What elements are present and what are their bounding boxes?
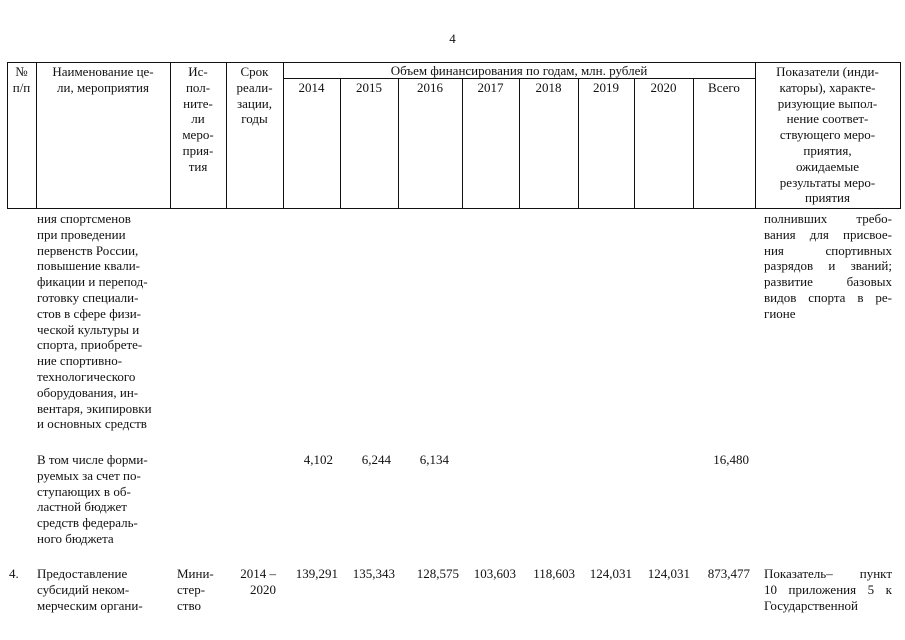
row3-name xyxy=(37,566,169,613)
row1-name-line: ние спортивно- xyxy=(37,353,123,369)
row1-name xyxy=(37,211,169,432)
header-term: Срок реали- зации, годы xyxy=(236,64,273,127)
header-year-2016: 2016 xyxy=(417,80,443,95)
row1-indicator-line: разрядов и званий; xyxy=(764,258,892,274)
row1-name-line: фикации и перепод- xyxy=(37,274,148,290)
row1-name-line: стов в сфере физи- xyxy=(37,305,141,321)
page-number: 4 xyxy=(449,31,456,46)
col-divider-6 xyxy=(398,78,399,209)
row3-name-line: Предоставление xyxy=(37,566,128,581)
col-divider-11 xyxy=(693,78,694,209)
header-year-2017: 2017 xyxy=(477,80,504,95)
header-funding-title: Объем финансирования по годам, млн. рублей xyxy=(390,63,648,78)
row3-name-line: субсидий неком- xyxy=(37,581,130,597)
row3-name-line: мерческим органи- xyxy=(37,597,143,613)
row3-value-2018: 118,603 xyxy=(533,566,575,581)
row3-indicators xyxy=(764,566,892,613)
row1-name-line: повышение квали- xyxy=(37,258,140,274)
row1-name-line: первенств России, xyxy=(37,242,139,258)
header-name: Наименование це- ли, мероприятия xyxy=(52,64,154,95)
row3-indicator-line: Показатель– пункт xyxy=(764,566,892,581)
row3-value-2019: 124,031 xyxy=(589,566,632,581)
header-total: Всего xyxy=(708,80,740,95)
row2-value-2016: 6,134 xyxy=(419,452,449,467)
header-year-2019: 2019 xyxy=(593,80,619,95)
table-right-border xyxy=(900,62,901,209)
row2-name-line: ластной бюджет xyxy=(37,499,127,515)
row3-value-2017: 103,603 xyxy=(473,566,516,581)
row3-executor: Мини- стер- ство xyxy=(177,566,214,613)
row1-indicator-line: вания для присвое- xyxy=(764,226,892,242)
row1-indicators xyxy=(764,211,892,322)
row3-indicator-line: Государственной xyxy=(764,597,859,613)
header-bottom-border xyxy=(7,208,900,209)
col-divider-10 xyxy=(634,78,635,209)
row1-indicator-line: развитие базовых xyxy=(764,274,892,290)
header-year-2014: 2014 xyxy=(298,80,325,95)
row1-name-line: вентаря, экипировки xyxy=(37,400,152,416)
row2-name-line: руемых за счет по- xyxy=(37,467,141,483)
row1-name-line: готовку специали- xyxy=(37,289,139,305)
row3-value-2016: 128,575 xyxy=(416,566,459,581)
row2-name-line: ного бюджета xyxy=(37,530,114,546)
row3-value-2015: 135,343 xyxy=(352,566,395,581)
header-number: № п/п xyxy=(12,64,31,95)
row3-number: 4. xyxy=(9,566,19,581)
row1-name-line: спорта, приобрете- xyxy=(37,337,143,353)
row3-value-2020: 124,031 xyxy=(647,566,690,581)
row1-indicator-line: полнивших требо- xyxy=(764,211,892,226)
col-divider-5 xyxy=(340,78,341,209)
row3-value-2014: 139,291 xyxy=(295,566,338,581)
row1-name-line: оборудования, ин- xyxy=(37,384,139,400)
row2-value-total: 16,480 xyxy=(713,452,749,467)
header-indicators: Показатели (инди- каторы), характе- ризующие выпол- нение соответ- ствующего меро- приятия, ожидаемые результаты меро- приятия xyxy=(776,64,879,206)
header-year-2018: 2018 xyxy=(535,80,562,95)
row2-name xyxy=(37,452,169,547)
row3-indicator-line: 10 приложения 5 к xyxy=(764,581,892,597)
row1-indicator-line: ния спортивных xyxy=(764,242,892,258)
row1-indicator-line: гионе xyxy=(764,305,796,321)
row1-name-line: ческой культуры и xyxy=(37,321,140,337)
row1-indicator-line: видов спорта в ре- xyxy=(764,289,892,305)
col-divider-8 xyxy=(519,78,520,209)
row2-name-line: В том числе форми- xyxy=(37,452,148,467)
row2-value-2015: 6,244 xyxy=(361,452,391,467)
col-divider-9 xyxy=(578,78,579,209)
header-year-2020: 2020 xyxy=(650,80,677,95)
row2-name-line: средств федераль- xyxy=(37,515,138,531)
header-executor: Ис- пол- ните- ли меро- прия- тия xyxy=(182,64,214,174)
row2-name-line: ступающих в об- xyxy=(37,483,131,499)
row3-value-total: 873,477 xyxy=(707,566,750,581)
row3-term: 2014 – 2020 xyxy=(240,566,276,597)
row1-name-line: ния спортсменов xyxy=(37,211,131,226)
col-divider-7 xyxy=(462,78,463,209)
header-year-2015: 2015 xyxy=(356,80,382,95)
row1-name-line: при проведении xyxy=(37,226,126,242)
row1-name-line: технологического xyxy=(37,368,136,384)
row1-name-line: и основных средств xyxy=(37,416,147,432)
row2-value-2014: 4,102 xyxy=(303,452,333,467)
